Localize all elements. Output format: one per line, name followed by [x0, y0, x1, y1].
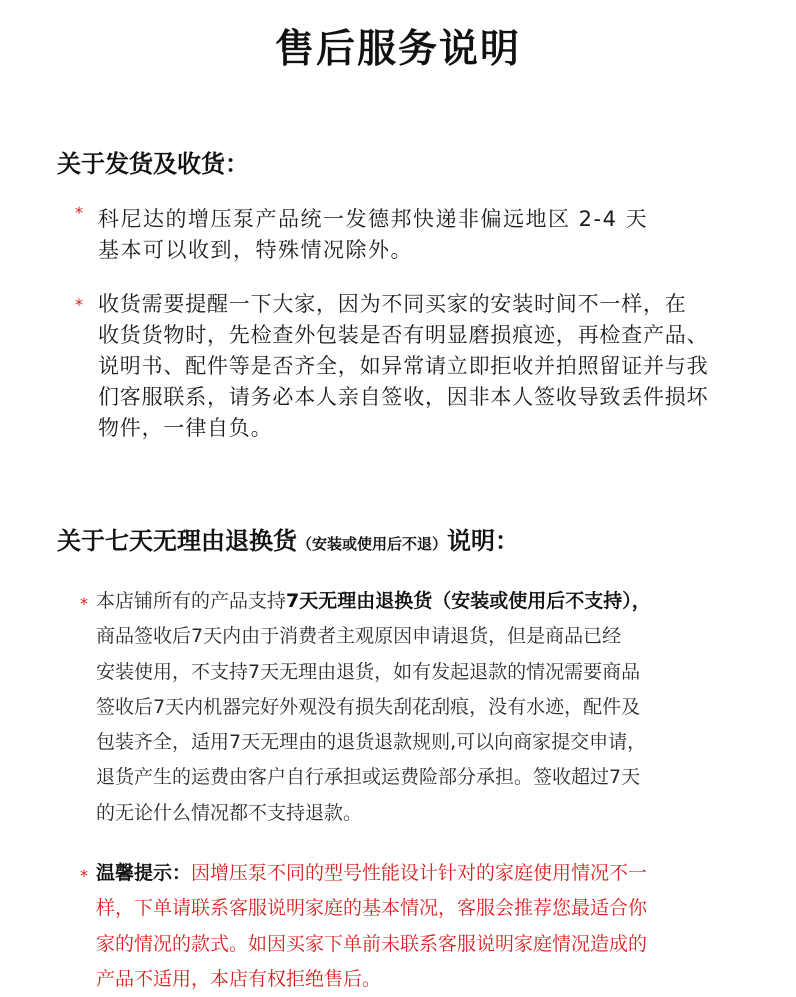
text-line: 包装齐全，适用7天无理由的退货退款规则,可以向商家提交申请，	[96, 731, 647, 754]
text-line: 基本可以收到，特殊情况除外。	[98, 238, 413, 262]
text-line: 家的情况的款式。如因买家下单前未联系客服说明家庭情况造成的	[96, 932, 648, 955]
shipping-paragraph	[98, 204, 648, 266]
text-line: 样，下单请联系客服说明家庭的基本情况，客服会推荐您最适合你	[96, 897, 648, 920]
text-line: 签收后7天内机器完好外观没有损失刮花刮痕，没有水迹，配件及	[96, 695, 641, 718]
text-line	[96, 584, 651, 619]
text-line: 说明书、配件等是否齐全，如异常请立即拒收并拍照留证并与我	[98, 354, 709, 378]
policy-highlight: 7天无理由退换货（安装或使用后不支持），	[286, 590, 651, 612]
heading-note: （安装或使用后不退）	[297, 535, 448, 553]
warm-tip-first-line: 因增压泵不同的型号性能设计针对的家庭使用情况不一	[191, 862, 648, 884]
text-line: 的无论什么情况都不支持退款。	[96, 801, 363, 824]
section-heading-shipping: 关于发货及收货：	[57, 150, 249, 178]
text-line	[96, 856, 647, 891]
bullet-star: *	[75, 203, 83, 222]
returns-paragraph	[96, 584, 651, 831]
text-line: 们客服联系，请务必本人亲自签收，因非本人签收导致丢件损坏	[98, 385, 709, 409]
heading-tail: 说明：	[447, 527, 520, 555]
heading-main: 关于七天无理由退换货	[57, 527, 297, 555]
bullet-star: *	[80, 866, 88, 885]
text-line: 产品不适用，本店有权拒绝售后。	[96, 967, 382, 990]
text-line: 收货货物时，先检查外包装是否有明显磨损痕迹，再检查产品、	[98, 323, 709, 347]
text-line: 退货产生的运费由客户自行承担或运费险部分承担。签收超过7天	[96, 766, 641, 789]
section-heading-returns	[57, 521, 519, 556]
warm-tip-paragraph	[96, 856, 647, 997]
text-line: 商品签收后7天内由于消费者主观原因申请退货，但是商品已经	[96, 625, 622, 648]
warm-tip-label: 温馨提示：	[96, 862, 192, 884]
text-line: 物件，一律自负。	[98, 416, 273, 440]
page-title: 售后服务说明	[274, 27, 521, 72]
text-line: 收货需要提醒一下大家，因为不同买家的安装时间不一样，在	[98, 292, 687, 316]
receiving-paragraph	[98, 289, 708, 444]
bullet-star: *	[75, 295, 83, 314]
text-line: 科尼达的增压泵产品统一发德邦快递非偏远地区 2-4 天	[98, 207, 649, 231]
text-line: 安装使用，不支持7天无理由退货，如有发起退款的情况需要商品	[96, 660, 641, 683]
bullet-star: *	[80, 594, 88, 613]
intro-text: 本店铺所有的产品支持	[96, 590, 287, 612]
